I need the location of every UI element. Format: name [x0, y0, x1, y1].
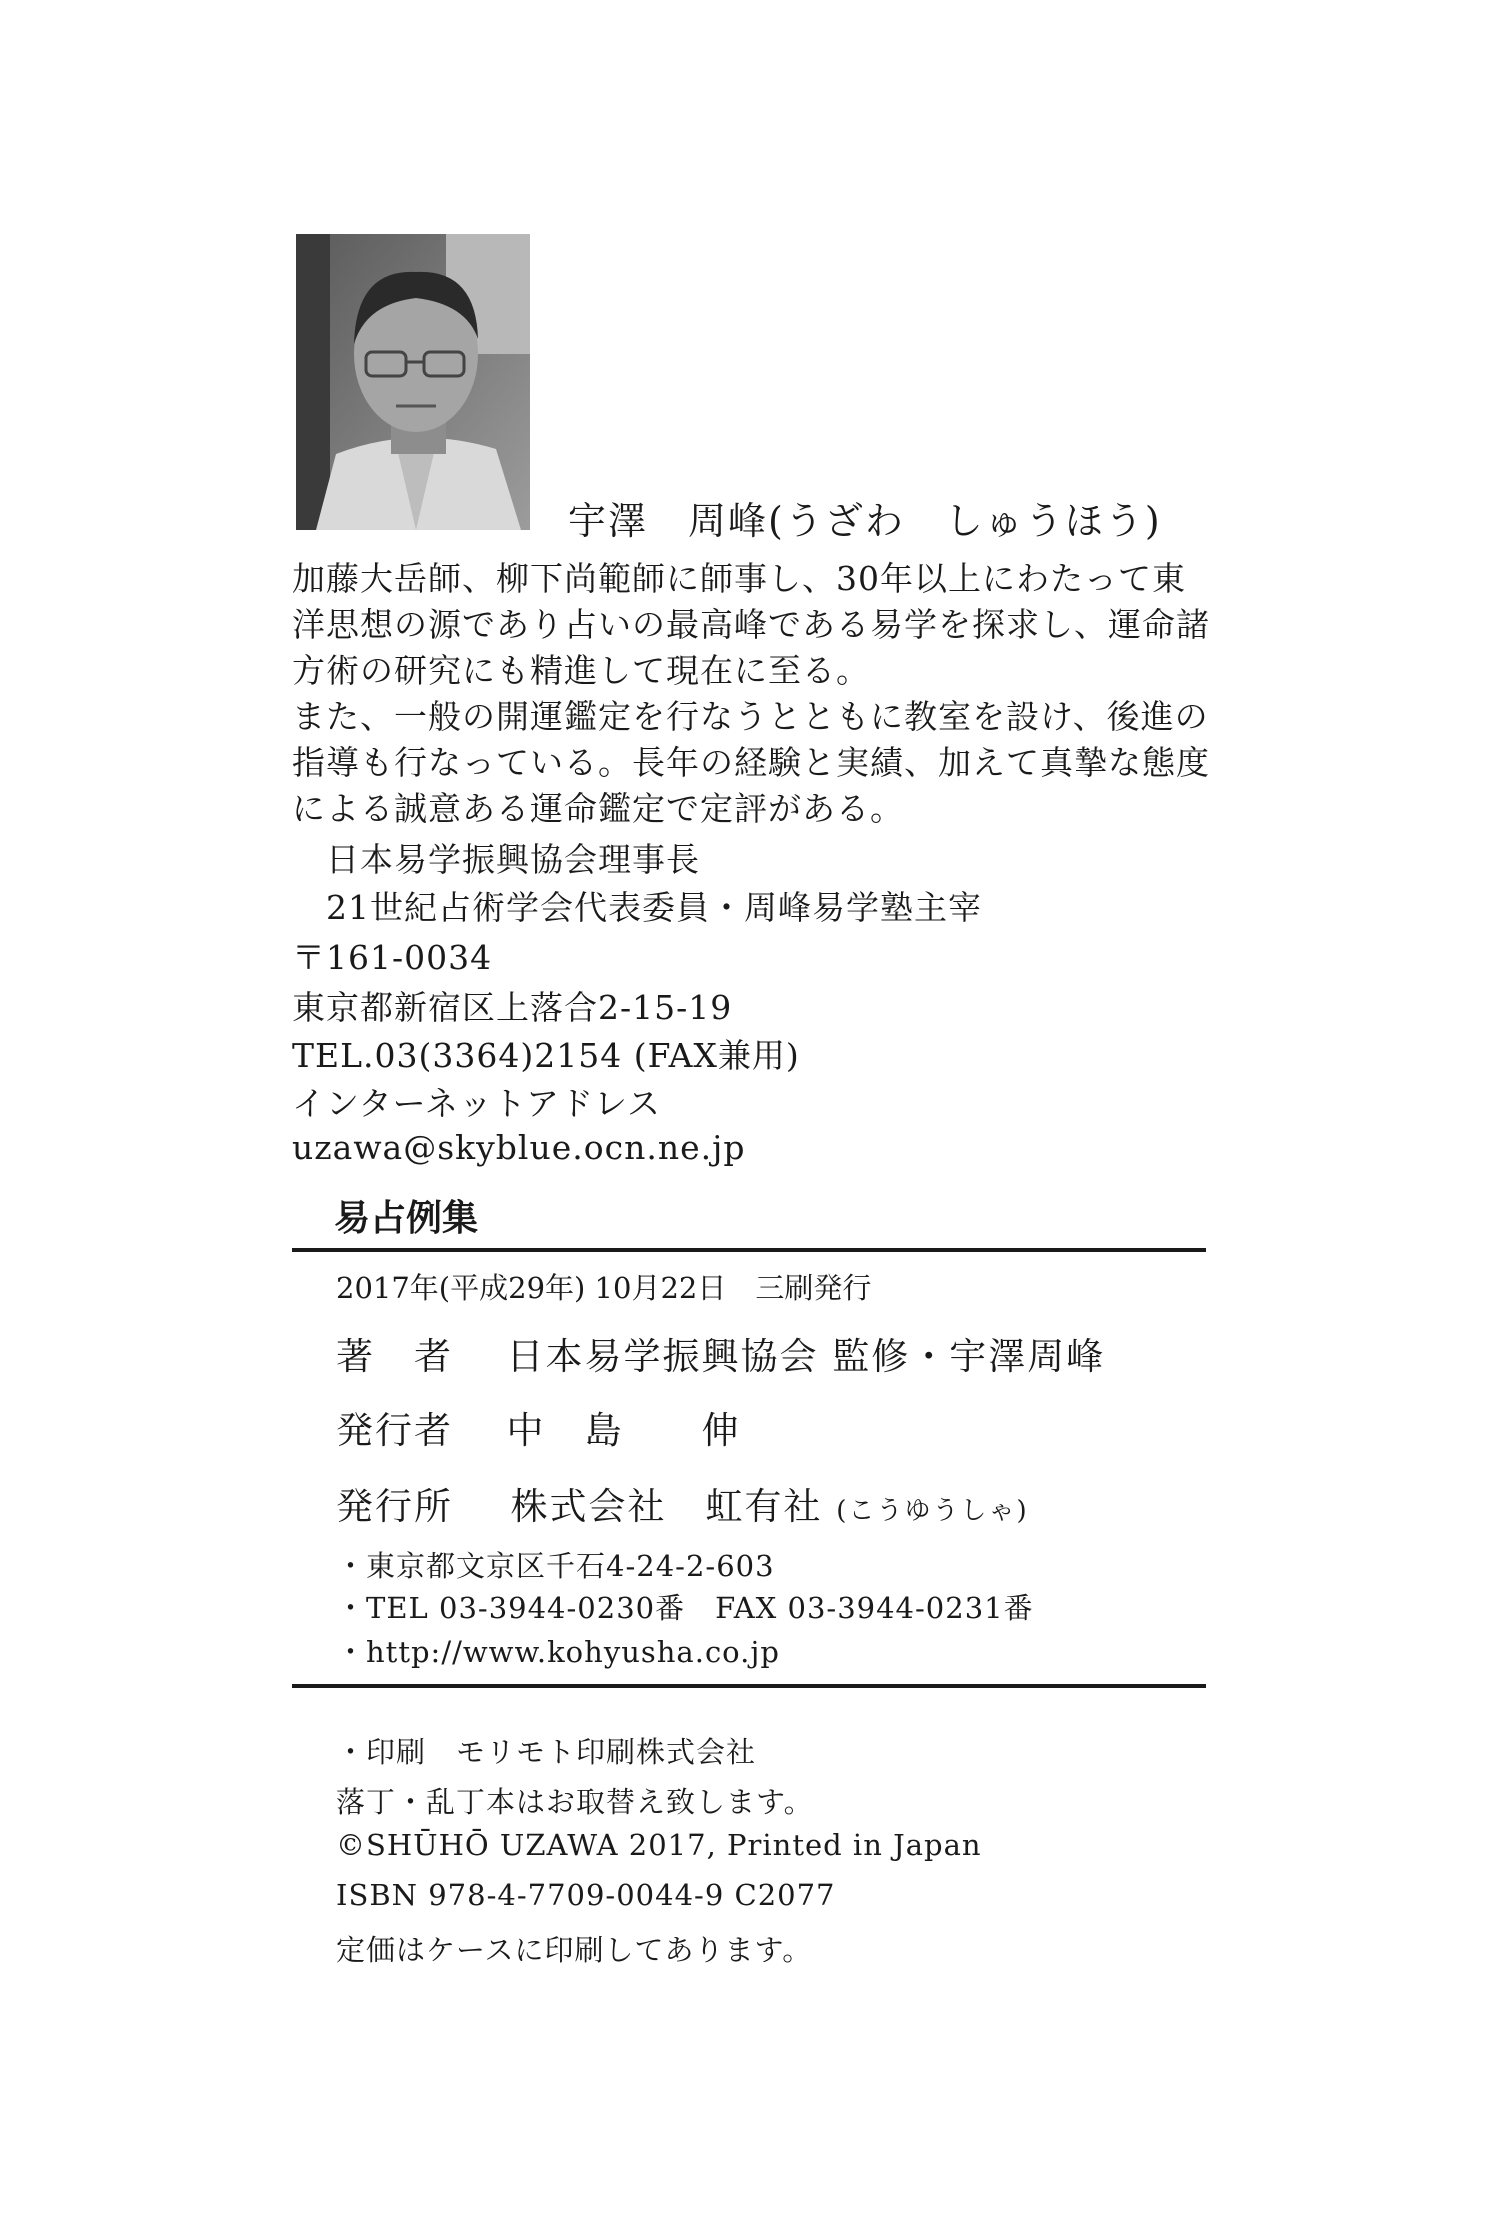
publishing-house-credit: [336, 1476, 1029, 1530]
author-title: 日本易学振興協会理事長: [326, 840, 700, 879]
publishing-house-url: ・http://www.kohyusha.co.jp: [336, 1635, 780, 1669]
biography-paragraph: また、一般の開運鑑定を行なうとともに教室を設け、後進の指導も行なっている。長年の経験と実績、加えて真摯な態度による誠意ある運命鑑定で定評がある。: [292, 697, 1210, 828]
top-rule: [292, 1248, 1206, 1252]
author-portrait-graphic: [296, 234, 530, 530]
author-name: 宇澤 周峰(うざわ しゅうほう): [568, 499, 1162, 543]
author-photo: [296, 234, 530, 530]
publisher-value: 中 島 伸: [506, 1409, 741, 1452]
issue-date: 2017年(平成29年) 10月22日 三刷発行: [336, 1271, 872, 1305]
price-note: 定価はケースに印刷してあります。: [336, 1933, 813, 1967]
author-email: uzawa@skyblue.ocn.ne.jp: [292, 1128, 746, 1167]
publisher-label: 発行者: [336, 1409, 453, 1452]
author-credit-value: 日本易学振興協会 監修・宇澤周峰: [506, 1335, 1106, 1378]
author-credit: [336, 1326, 1105, 1380]
author-tel: TEL.03(3364)2154 (FAX兼用): [292, 1036, 800, 1075]
author-postal-code: 〒161-0034: [292, 938, 493, 977]
replacement-note: 落丁・乱丁本はお取替え致します。: [336, 1785, 814, 1819]
biography-paragraph: 加藤大岳師、柳下尚範師に師事し、30年以上にわたって東洋思想の源であり占いの最高峰である易学を探求し、運命諸方術の研究にも精進して現在に至る。: [292, 559, 1210, 690]
publishing-house-value: 株式会社 虹有社: [510, 1485, 823, 1528]
publishing-house-label: 発行所: [336, 1485, 453, 1528]
publishing-house-reading: (こうゆうしゃ): [836, 1496, 1029, 1526]
printer: ・印刷 モリモト印刷株式会社: [336, 1735, 757, 1769]
book-title: 易占例集: [334, 1198, 479, 1239]
copyright: ©SHŪHŌ UZAWA 2017, Printed in Japan: [336, 1828, 982, 1862]
publishing-house-address: ・東京都文京区千石4-24-2-603: [336, 1549, 775, 1583]
author-title: 21世紀占術学会代表委員・周峰易学塾主宰: [326, 888, 982, 927]
publishing-house-tel: ・TEL 03-3944-0230番 FAX 03-3944-0231番: [336, 1591, 1034, 1625]
author-biography: [292, 556, 1212, 832]
publisher-credit: [336, 1400, 741, 1454]
isbn: ISBN 978-4-7709-0044-9 C2077: [336, 1878, 836, 1912]
bottom-rule: [292, 1684, 1206, 1688]
internet-address-label: インターネットアドレス: [292, 1084, 662, 1123]
author-address: 東京都新宿区上落合2-15-19: [292, 988, 733, 1027]
author-credit-label: 著 者: [336, 1335, 453, 1378]
